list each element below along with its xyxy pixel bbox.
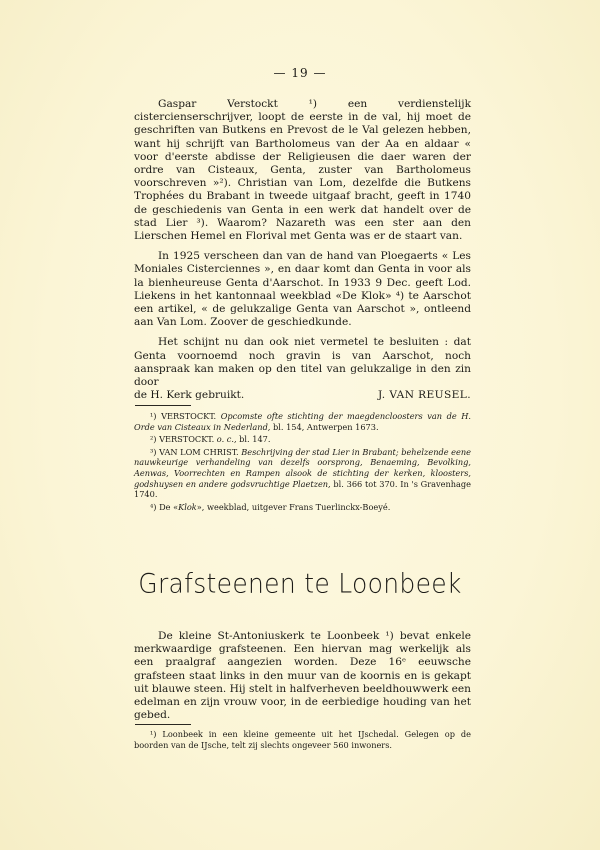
- paragraph: De kleine St-Antoniuskerk te Loonbeek ¹) bevat enkele merkwaardige grafsteenen. Een hiervan mag werkelijk als een praalgraf aangezien worden. Deze 16ᵉ eeuwsche grafsteen staat links in den muur van de koornis en is gekapt uit blauwe steen. Hij stelt in halfverheven beeldhouwwerk een edelman en zijn vrouw voor, in de eerbiedige houding van het gebed.: [134, 630, 471, 722]
- paragraph: In 1925 verscheen dan van de hand van Ploegaerts « Les Moniales Cisterciennes », en daar komt dan Genta in voor als la bienheureuse Genta d'Aarschot. In 1933 9 Dec. geeft Lod. Liekens in het kantonnaal weekblad «De Klok» ⁴) te Aarschot een artikel, « de gelukzalige Genta van Aarschot », ontleend aan Van Lom. Zoover de geschiedkunde.: [134, 250, 471, 329]
- footnote: ⁴) De «Klok», weekblad, uitgever Frans Tuerlinckx-Boeyé.: [150, 501, 391, 512]
- footnote-divider: [135, 405, 191, 406]
- footnotes: [134, 411, 471, 514]
- footnote: ¹) VERSTOCKT. Opcomste ofte stichting der maegdencloosters van de H. Orde van Cisteaux in Nederland, bl. 154, Antwerpen 1673.: [134, 411, 471, 432]
- footnote: ²) VERSTOCKT. o. c., bl. 147.: [150, 434, 271, 445]
- paragraph: Gaspar Verstockt ¹) een verdienstelijk cistercienserschrijver, loopt de eerste in de val, hij moet de geschriften van Butkens en Prevost de le Val gelezen hebben, want hij schrijft van Bartholomeus van der Aa en aldaar « voor d'eerste abdisse der Religieusen die daer waren der ordre van Cisteaux, Genta, zuster van Bartholomeus voorschreven »²). Christian van Lom, dezelfde die Butkens Trophées du Brabant in tweede uitgaaf bracht, geeft in 1740 de geschiedenis van Genta in een werk dat handelt over de stad Lier ³). Waarom? Nazareth was een ster aan den Lierschen Hemel en Florival met Genta was er de staart van.: [134, 98, 471, 243]
- article-loonbeek-body: [134, 630, 471, 722]
- footnote: ¹) Loonbeek in een kleine gemeente uit het IJschedal. Gelegen op de boorden van de IJsche, telt zij slechts ongeveer 560 inwoners.: [134, 729, 471, 750]
- author-signature: J. VAN REUSEL.: [377, 389, 471, 402]
- section-title: Grafsteenen te Loonbeek: [138, 567, 462, 600]
- closing-line: [134, 389, 471, 402]
- footnote-divider: [135, 724, 191, 725]
- footnote: ³) VAN LOM CHRIST. Beschrijving der stad Lier in Brabant; behelzende eene nauwkeurige verhandeling van dezelfs oorsprong, Benaeming, Bevolking, Aenwas, Voorrechten en Rampen alsook de stichting der kerken, kloosters, godshuysen en andere godsvruchtige Plaetzen, bl. 366 tot 370. In 's Gravenhage 1740.: [134, 446, 471, 500]
- closing-text: de H. Kerk gebruikt.: [134, 389, 245, 402]
- paragraph: Het schijnt nu dan ook niet vermetel te besluiten : dat Genta voornoemd noch gravin is van Aarschot, noch aanspraak kan maken op den titel van gelukzalige in den zin door: [134, 336, 471, 389]
- footnotes: [134, 729, 471, 752]
- page-number: — 19 —: [273, 66, 327, 80]
- article-genta-body: [134, 98, 471, 402]
